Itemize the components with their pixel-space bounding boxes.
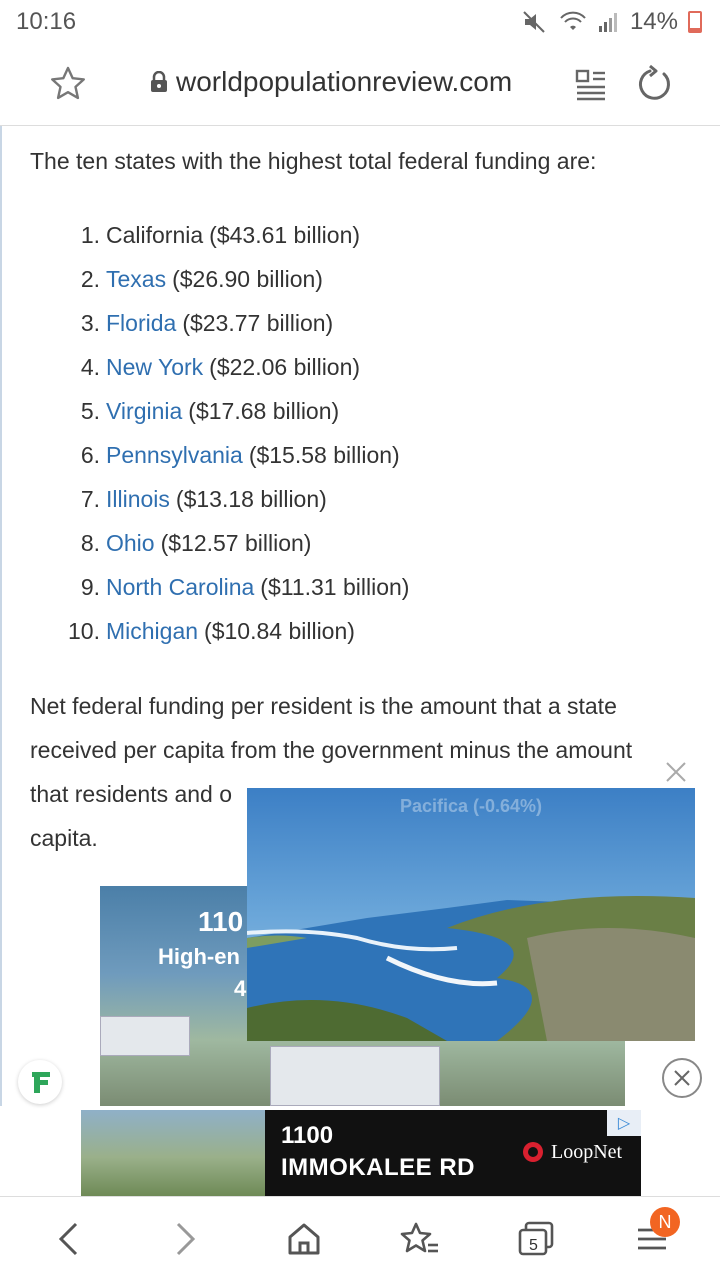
bookmarks-button[interactable] (396, 1215, 444, 1263)
building-shape (270, 1046, 440, 1106)
notification-badge: N (650, 1207, 680, 1237)
state-amount: ($22.06 billion) (209, 354, 361, 380)
address-field[interactable] (150, 66, 512, 98)
url-bar (0, 44, 720, 126)
state-name: California (106, 222, 204, 248)
list-item: 8. Ohio ($12.57 billion) (54, 526, 409, 570)
home-button[interactable] (280, 1215, 328, 1263)
building-shape (100, 1016, 190, 1056)
chevron-right-icon (174, 1221, 198, 1257)
state-link[interactable]: Virginia (106, 398, 183, 424)
video-caption: Pacifica (-0.64%) (399, 796, 543, 816)
bookmark-star-icon[interactable] (48, 64, 88, 104)
list-item: 3. Florida ($23.77 billion) (54, 306, 409, 350)
list-item: 2. Texas ($26.90 billion) (54, 262, 409, 306)
site-logo-button[interactable] (18, 1060, 62, 1104)
banner-image (81, 1110, 265, 1196)
video-close-icon[interactable] (664, 760, 688, 784)
floating-video-player[interactable] (247, 788, 695, 1041)
ad-close-button[interactable] (662, 1058, 702, 1098)
loopnet-logo-icon (521, 1140, 545, 1164)
brand-logo: LoopNet (521, 1140, 622, 1164)
intro-text: The ten states with the highest total federal funding are: (30, 148, 597, 174)
banner-ad[interactable]: 1100 IMMOKALEE RD LoopNet ▷ (81, 1110, 641, 1196)
lock-icon (150, 71, 168, 93)
list-item: 10. Michigan ($10.84 billion) (54, 614, 409, 658)
close-icon (672, 1068, 692, 1088)
wifi-icon (558, 10, 588, 34)
url-domain: worldpopulationreview.com (176, 66, 513, 97)
back-button[interactable] (44, 1215, 92, 1263)
mute-icon (522, 10, 548, 34)
tabs-button[interactable] (512, 1215, 560, 1263)
status-bar (0, 0, 720, 44)
body-paragraph: Net federal funding per resident is the amount that a state received per capita from the government minus the amount that residents and o capita. (30, 693, 633, 851)
list-item: 6. Pennsylvania ($15.58 billion) (54, 438, 409, 482)
article-ad-image[interactable]: 110 High-en 4 (100, 886, 625, 1106)
list-item: 7. Illinois ($13.18 billion) (54, 482, 409, 526)
tab-count: 5 (529, 1237, 538, 1254)
list-item: 4. New York ($22.06 billion) (54, 350, 409, 394)
state-link[interactable]: Florida (106, 310, 177, 336)
bottom-toolbar (0, 1196, 720, 1280)
state-amount: ($15.58 billion) (248, 442, 400, 468)
logo-icon (26, 1068, 54, 1096)
state-link[interactable]: North Carolina (106, 574, 255, 600)
state-link[interactable]: Pennsylvania (106, 442, 243, 468)
state-link[interactable]: Ohio (106, 530, 155, 556)
state-link[interactable]: New York (106, 354, 204, 380)
status-icons (522, 8, 702, 36)
state-amount: ($10.84 billion) (204, 618, 355, 644)
forward-button[interactable] (162, 1215, 210, 1263)
reload-icon[interactable] (634, 64, 674, 104)
adchoices-icon[interactable]: ▷ (607, 1110, 641, 1136)
state-amount: ($12.57 billion) (160, 530, 312, 556)
state-amount: ($13.18 billion) (175, 486, 327, 512)
state-amount: ($23.77 billion) (182, 310, 334, 336)
coastline-scene (247, 788, 695, 1041)
state-amount: ($17.68 billion) (188, 398, 340, 424)
list-item: 9. North Carolina ($11.31 billion) (54, 570, 409, 614)
battery-icon (688, 11, 702, 33)
home-icon (286, 1221, 322, 1257)
list-item: 1. California ($43.61 billion) (54, 218, 409, 262)
state-link[interactable]: Texas (106, 266, 167, 292)
reader-mode-icon[interactable] (574, 66, 608, 102)
state-list (54, 218, 409, 658)
state-link[interactable]: Michigan (106, 618, 199, 644)
state-link[interactable]: Illinois (106, 486, 170, 512)
list-item: 5. Virginia ($17.68 billion) (54, 394, 409, 438)
battery-percent: 14% (629, 8, 678, 35)
chevron-left-icon (56, 1221, 80, 1257)
bookmark-list-icon (400, 1221, 440, 1257)
status-time: 10:16 (16, 8, 77, 35)
state-amount: ($43.61 billion) (209, 222, 361, 248)
signal-icon (598, 10, 620, 34)
state-amount: ($11.31 billion) (260, 574, 410, 600)
state-amount: ($26.90 billion) (172, 266, 323, 292)
